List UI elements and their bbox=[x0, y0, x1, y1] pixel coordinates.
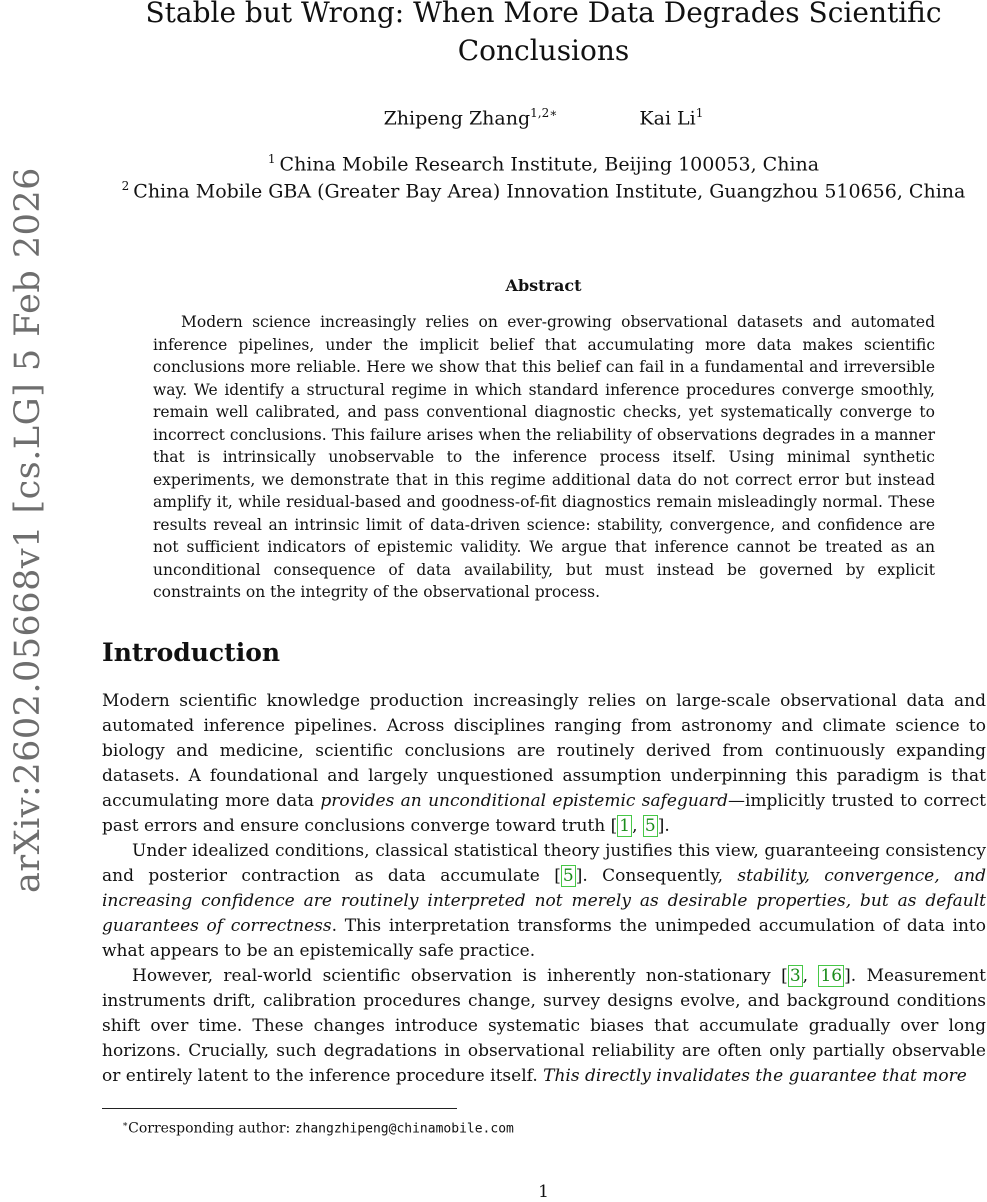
citation-link[interactable]: 16 bbox=[820, 966, 843, 986]
citation-link[interactable]: 1 bbox=[619, 816, 631, 836]
emphasis: This directly invalidates the guarantee that more bbox=[543, 1066, 967, 1086]
author-marks: 1 bbox=[695, 106, 704, 120]
paragraph-3 bbox=[102, 964, 986, 1089]
text-run: Under idealized conditions, classical statistical theory justifies this view, guaranteeing consistency and posterior contraction as data accumulate [ bbox=[102, 841, 986, 886]
affiliation-mark: 1 bbox=[267, 152, 276, 166]
author-1 bbox=[384, 100, 558, 131]
abstract-text: Modern science increasingly relies on ever-growing observational datasets and automated inference pipelines, under the implicit belief that accumulating more data makes scientific conclusions more reliable. Here we show that this belief can fail in a fundamental and irreversible way. We identify a structural regime in which standard inference procedures converge smoothly, remain well calibrated, and pass conventional diagnostic checks, yet systematically converge to incorrect conclusions. This failure arises when the reliability of observations degrades in a manner that is intrinsically unobservable to the inference process itself. Using minimal synthetic experiments, we demonstrate that in this regime additional data do not correct error but instead amplify it, while residual-based and goodness-of-fit diagnostics remain misleadingly normal. These results reveal an intrinsic limit of data-driven science: stability, convergence, and confidence are not sufficient indicators of epistemic validity. We argue that inference cannot be treated as an unconditional consequence of data availability, but must instead be governed by explicit constraints on the integrity of the observational process. bbox=[153, 313, 935, 601]
text-run: , bbox=[802, 966, 819, 986]
text-run: ]. Measurement instruments drift, calibration procedures change, survey designs evolve, and background conditions shift over time. These changes introduce systematic biases that accumulate gradually over long horizons. Crucially, such degradations in observational reliability are often only partially observable or entirely latent to the inference procedure itself. bbox=[102, 966, 986, 1086]
citation-link[interactable]: 5 bbox=[644, 816, 656, 836]
affiliation-1 bbox=[100, 147, 987, 176]
paper-title bbox=[100, 0, 987, 70]
text-run: ]. bbox=[657, 816, 670, 836]
footnote bbox=[122, 1115, 514, 1140]
page-number: 1 bbox=[538, 1182, 549, 1202]
affiliation-text: China Mobile GBA (Greater Bay Area) Innovation Institute, Guangzhou 510656, China bbox=[133, 180, 966, 203]
author-name: Kai Li bbox=[639, 107, 696, 130]
citation-link[interactable]: 3 bbox=[789, 966, 801, 986]
title-line-2: Conclusions bbox=[457, 34, 630, 67]
introduction-heading: Introduction bbox=[102, 638, 281, 667]
text-run: . This interpretation transforms the unimpeded accumulation of data into what appears to be an epistemically safe practice. bbox=[102, 916, 986, 961]
text-run: ]. Consequently, bbox=[575, 866, 738, 886]
abstract-heading: Abstract bbox=[505, 276, 582, 295]
text-run: —implicitly trusted to correct past errors and ensure conclusions converge toward truth [ bbox=[102, 791, 987, 836]
introduction-body bbox=[102, 689, 986, 1089]
text-run: Modern scientific knowledge production increasingly relies on large-scale observational data and automated inference pipelines. Across disciplines ranging from astronomy and climate science to biology and medicine, scientific conclusions are routinely derived from continuously expanding datasets. A foundational and largely unquestioned assumption underpinning this paradigm is that accumulating more data bbox=[102, 691, 986, 811]
affiliation-mark: 2 bbox=[121, 179, 130, 193]
citation-link[interactable]: 5 bbox=[562, 866, 574, 886]
corresponding-email[interactable]: zhangzhipeng@chinamobile.com bbox=[294, 1121, 514, 1137]
affiliation-2 bbox=[100, 174, 987, 203]
footnote-mark: ∗ bbox=[122, 1120, 129, 1130]
author-marks: 1,2∗ bbox=[530, 106, 558, 120]
author-name: Zhipeng Zhang bbox=[383, 107, 531, 130]
author-list bbox=[100, 100, 987, 131]
footnote-divider bbox=[102, 1108, 457, 1109]
title-line-1: Stable but Wrong: When More Data Degrades Scientific bbox=[145, 0, 942, 29]
author-2 bbox=[639, 100, 703, 131]
emphasis: stability, convergence, and increasing confidence are routinely interpreted not merely as desirable properties, but as default guarantees of correctness bbox=[102, 866, 986, 936]
arxiv-identifier-stamp: arXiv:2602.05668v1 [cs.LG] 5 Feb 2026 bbox=[8, 167, 48, 893]
text-run: , bbox=[632, 816, 643, 836]
text-run: However, real-world scientific observation is inherently non-stationary [ bbox=[132, 966, 788, 986]
emphasis: provides an unconditional epistemic safeguard bbox=[320, 791, 728, 811]
paragraph-2 bbox=[102, 839, 986, 964]
footnote-label: Corresponding author: bbox=[128, 1120, 295, 1137]
paragraph-1 bbox=[102, 689, 986, 839]
affiliation-text: China Mobile Research Institute, Beijing 100053, China bbox=[279, 153, 820, 176]
